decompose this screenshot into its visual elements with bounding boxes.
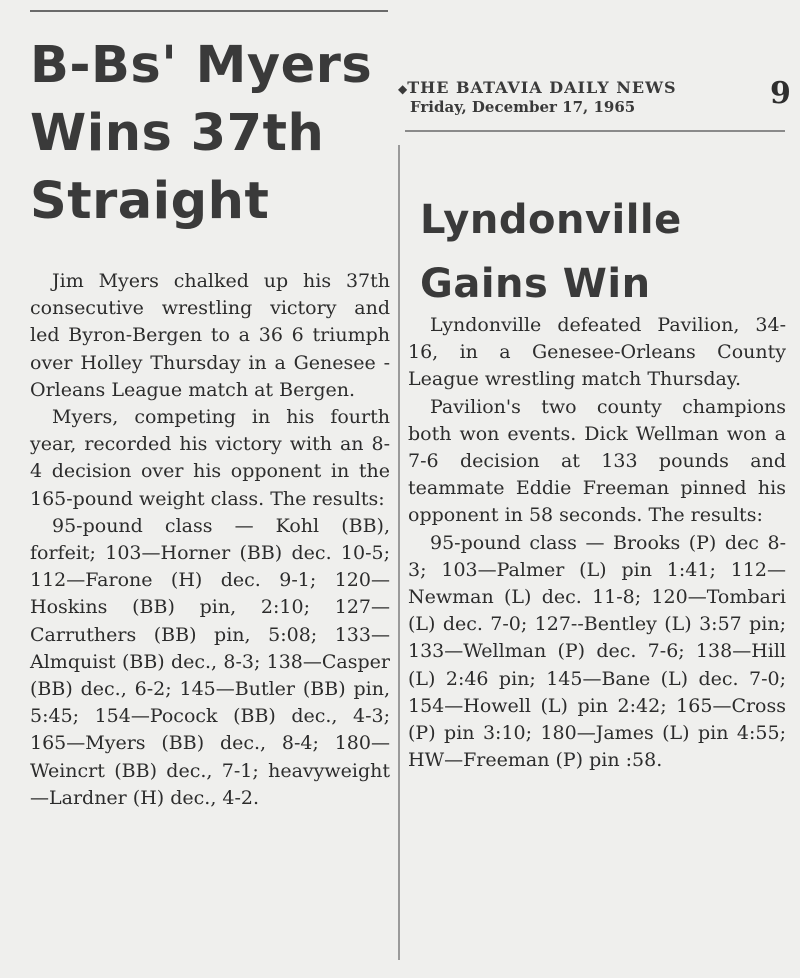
right-results: 95-pound class — Brooks (P) dec 8-3; 103—Palmer (L) pin 1:41; 112—Newman (L) dec. 11-8; 120—Tombari (L) dec. 7-0; 127--Bentley (L) 3:57 pin; 133—Wellman (P) dec. 7-6; 138—Hill (L) 2:46 pin; 145—Bane (L) dec. 7-0; 154—Howell (L) pin 2:42; 165—Cross (P) pin 3:10; 180—James (L) pin 4:55; HW—Freeman (P) pin :58. bbox=[408, 531, 786, 772]
column-divider bbox=[398, 145, 400, 960]
right-article-body bbox=[408, 312, 786, 774]
left-paragraph: Jim Myers chalked up his 37th consecutive wrestling victory and led Byron-Bergen to a 36 6 triumph over Holley Thursday in a Genesee - Orleans League match at Bergen. bbox=[30, 270, 390, 401]
masthead-rule bbox=[405, 130, 785, 132]
paper-name: THE BATAVIA DAILY NEWS bbox=[407, 78, 677, 97]
masthead bbox=[398, 78, 768, 116]
issue-date: Friday, December 17, 1965 bbox=[410, 98, 636, 116]
masthead-bullet: ◆ bbox=[398, 82, 408, 96]
right-paragraph: Pavilion's two county champions both won events. Dick Wellman won a 7-6 decision at 133 pounds and teammate Eddie Freeman pinned his opponent in 58 seconds. The results: bbox=[408, 395, 786, 527]
left-article-body bbox=[30, 268, 390, 812]
left-paragraph: Myers, competing in his fourth year, recorded his victory with an 8-4 decision over his opponent in the 165-pound weight class. The results: bbox=[30, 406, 390, 510]
page-number: 9 bbox=[770, 76, 791, 111]
left-headline: B-Bs' Myers Wins 37th Straight bbox=[30, 36, 373, 231]
left-results: 95-pound class — Kohl (BB), forfeit; 103—Horner (BB) dec. 10-5; 112—Farone (H) dec. 9-1; 120—Hoskins (BB) pin, 2:10; 127—Carruthers (BB) pin, 5:08; 133—Almquist (BB) dec., 8-3; 138—Casper (BB) dec., 6-2; 145—Butler (BB) pin, 5:45; 154—Pocock (BB) dec., 4-3; 165—Myers (BB) dec., 8-4; 180—Weincrt (BB) dec., 7-1; heavyweight—Lardner (H) dec., 4-2. bbox=[30, 514, 390, 809]
right-headline: Lyndonville Gains Win bbox=[420, 197, 682, 307]
right-paragraph: Lyndonville defeated Pavilion, 34-16, in a Genesee-Orleans County League wrestling match Thursday. bbox=[408, 314, 786, 391]
top-rule bbox=[30, 10, 388, 12]
